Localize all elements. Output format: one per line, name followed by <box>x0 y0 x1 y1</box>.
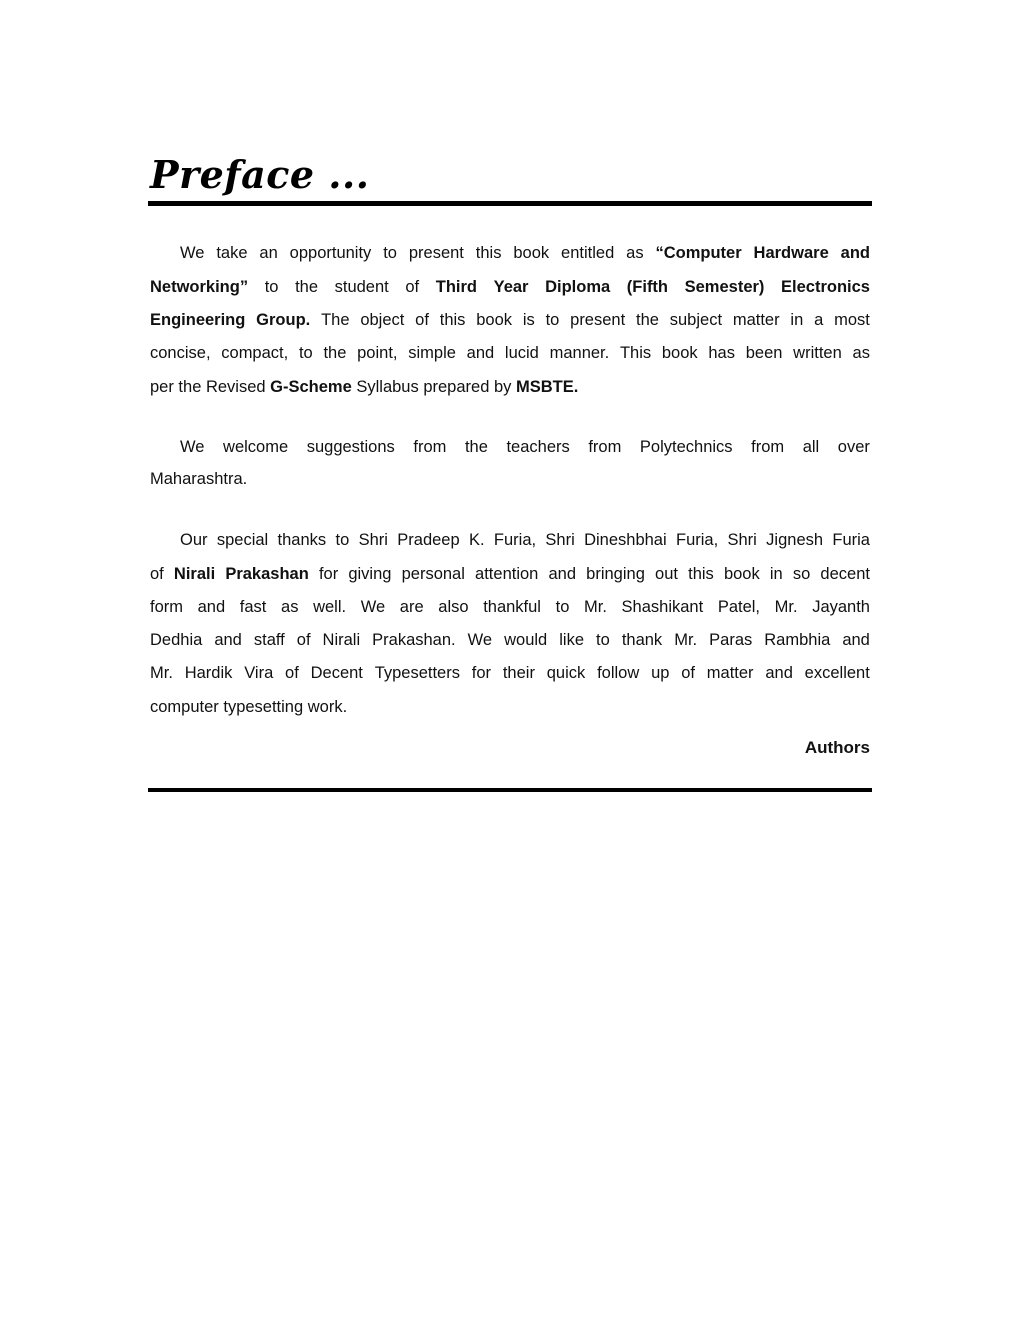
bold-text: G-Scheme <box>270 378 352 396</box>
paragraph-line: We welcome suggestions from the teachers from Polytechnics from all over <box>180 438 870 456</box>
text: Syllabus prepared by <box>351 378 516 396</box>
bottom-rule <box>148 788 872 792</box>
paragraph-line: of Nirali Prakashan for giving personal attention and bringing out this book in so decent <box>150 565 870 583</box>
bold-text: MSBTE. <box>515 378 579 396</box>
paragraph-line: Mr. Hardik Vira of Decent Typesetters for their quick follow up of matter and excellent <box>150 664 870 682</box>
page-title: Preface ... <box>150 152 370 197</box>
paragraph-line: Dedhia and staff of Nirali Prakashan. We would like to thank Mr. Paras Rambhia and <box>150 631 870 649</box>
paragraph-line: concise, compact, to the point, simple and lucid manner. This book has been written as <box>150 344 870 362</box>
paragraph-line <box>150 697 870 717</box>
paragraph-line <box>150 469 870 489</box>
paragraph-line: Engineering Group. The object of this book is to present the subject matter in a most <box>150 311 870 329</box>
title-rule <box>148 201 872 206</box>
paragraph-line: We take an opportunity to present this book entitled as “Computer Hardware and <box>180 244 870 262</box>
paragraph-line: form and fast as well. We are also thankful to Mr. Shashikant Patel, Mr. Jayanth <box>150 598 870 616</box>
text: computer typesetting work. <box>150 698 348 716</box>
signature: Authors <box>804 738 870 757</box>
paragraph-line: Our special thanks to Shri Pradeep K. Furia, Shri Dineshbhai Furia, Shri Jignesh Furia <box>180 531 870 549</box>
paragraph-line: Networking” to the student of Third Year Diploma (Fifth Semester) Electronics <box>150 278 870 296</box>
text: per the Revised <box>150 378 271 396</box>
text: Maharashtra. <box>150 470 248 488</box>
paragraph-line <box>150 377 870 397</box>
